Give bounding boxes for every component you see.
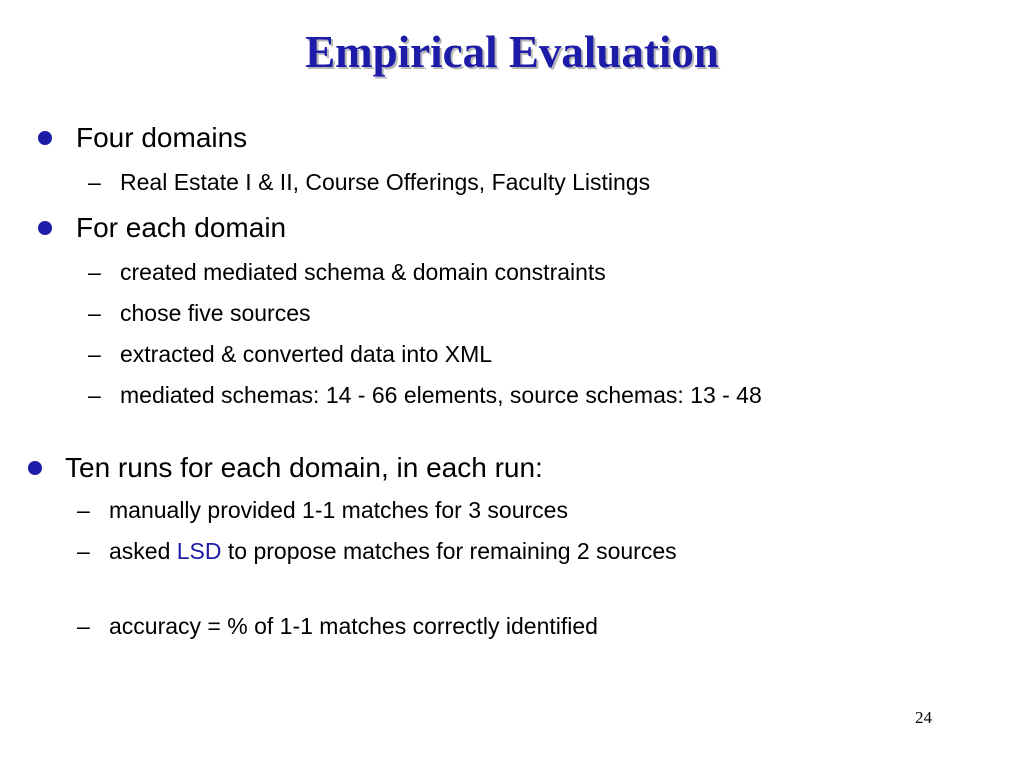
bullet-dot-icon — [38, 221, 52, 235]
bullet-four-domains: Four domains — [76, 122, 248, 153]
dash-icon: – — [88, 169, 101, 195]
dash-icon: – — [88, 259, 101, 285]
dash-icon: – — [88, 300, 101, 326]
sub-bullet-accuracy: accuracy = % of 1-1 matches correctly identified — [109, 613, 598, 639]
bullet-dot-icon — [28, 461, 42, 475]
dash-icon: – — [77, 497, 90, 523]
dash-icon: – — [77, 613, 90, 639]
sub-bullet-mediated-schema: created mediated schema & domain constraints — [120, 259, 606, 285]
dash-icon: – — [88, 341, 101, 367]
slide-title: Empirical Evaluation — [305, 27, 719, 77]
sub-bullet-xml: extracted & converted data into XML — [120, 341, 493, 367]
bullet-ten-runs: Ten runs for each domain, in each run: — [65, 452, 543, 483]
asked-prefix: asked — [109, 538, 177, 564]
bullet-dot-icon — [38, 131, 52, 145]
page-number: 24 — [915, 708, 932, 727]
sub-bullet-manual-matches: manually provided 1-1 matches for 3 sources — [109, 497, 568, 523]
bullet-for-each-domain: For each domain — [76, 212, 287, 243]
dash-icon: – — [77, 538, 90, 564]
sub-bullet-five-sources: chose five sources — [120, 300, 311, 326]
sub-bullet-asked-lsd — [109, 537, 677, 565]
sub-bullet-domain-list: Real Estate I & II, Course Offerings, Faculty Listings — [120, 169, 651, 195]
sub-bullet-schema-sizes: mediated schemas: 14 - 66 elements, source schemas: 13 - 48 — [120, 382, 762, 408]
lsd-highlight: LSD — [176, 538, 222, 564]
dash-icon: – — [88, 382, 101, 408]
asked-suffix: to propose matches for remaining 2 sources — [221, 538, 677, 564]
